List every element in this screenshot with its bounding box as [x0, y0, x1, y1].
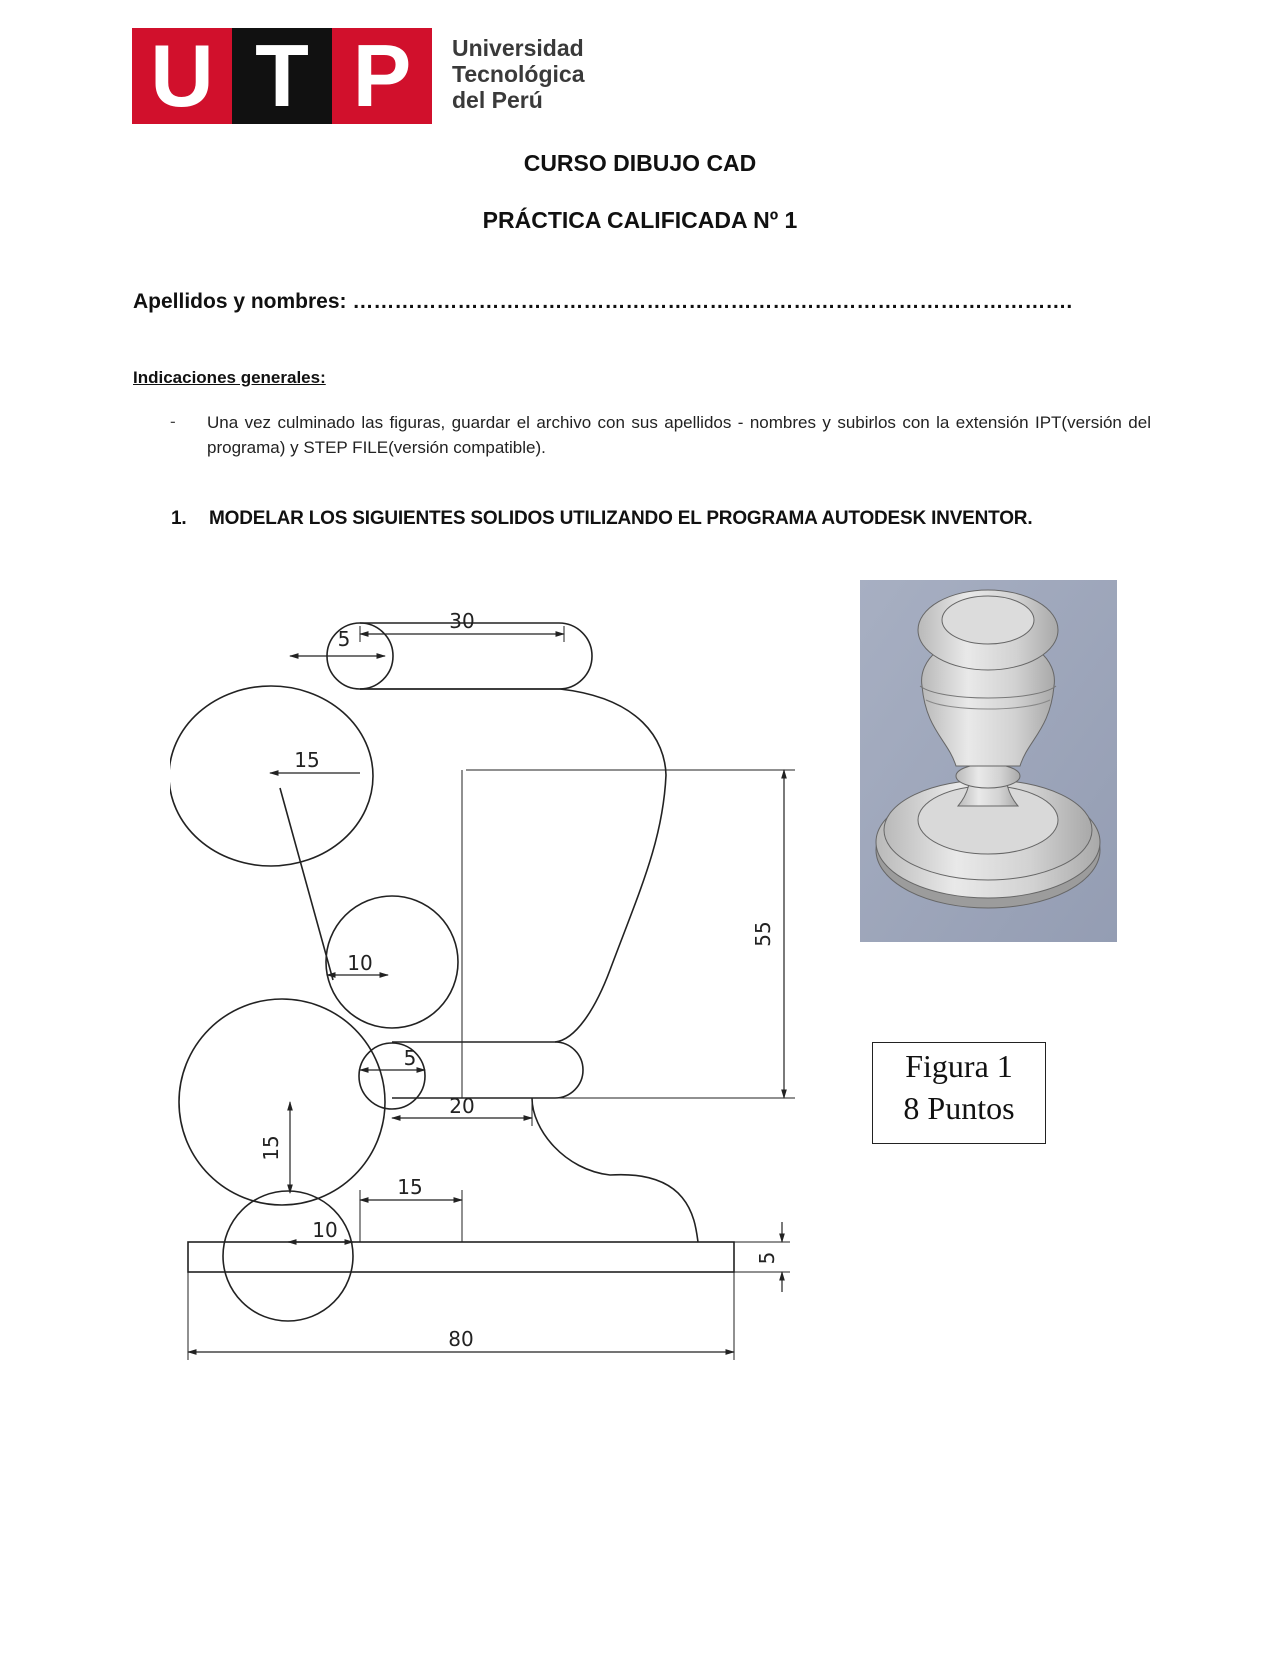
student-name-blank: …………………………………………………………………………………………. — [352, 290, 1073, 313]
circle-r10-body — [326, 896, 458, 1028]
task-number: 1. — [171, 508, 187, 529]
dim-label-5-base: 5 — [755, 1251, 779, 1265]
student-name-line — [133, 290, 1072, 314]
top-cap-outline — [360, 623, 592, 689]
student-name-colon: : — [339, 290, 347, 313]
logo-name-line-1: Universidad — [452, 35, 584, 61]
stem-profile — [532, 1098, 698, 1242]
dim-label-30: 30 — [449, 609, 475, 633]
model-render-image — [860, 580, 1117, 942]
body-left-taper — [280, 788, 333, 980]
circle-r10-base — [223, 1191, 353, 1321]
base-plate — [188, 1242, 734, 1272]
practice-title: PRÁCTICA CALIFICADA Nº 1 — [482, 207, 798, 233]
dim-label-15-horizontal: 15 — [397, 1175, 423, 1199]
logo-name-line-2: Tecnológica — [452, 61, 585, 87]
technical-drawing — [170, 570, 820, 1400]
dim-label-10-base: 10 — [312, 1218, 338, 1242]
dim-label-55: 55 — [751, 921, 775, 947]
course-title: CURSO DIBUJO CAD — [523, 150, 757, 176]
task-heading — [171, 508, 1032, 530]
dim-label-5-top: 5 — [337, 627, 351, 651]
figure-points: 8 Puntos — [903, 1090, 1015, 1126]
bullet-marker: - — [170, 412, 176, 431]
figure-label-box — [872, 1042, 1046, 1144]
instruction-item: Una vez culminado las figuras, guardar el archivo con sus apellidos - nombres y subirlos con la extensión IPT(versión del programa) y STEP FILE(versión compatible). — [207, 413, 1151, 457]
figure-label: Figura 1 — [905, 1048, 1013, 1084]
logo-letter-u: U — [150, 26, 214, 125]
logo-letter-t: T — [255, 26, 309, 125]
logo-letter-p: P — [352, 26, 412, 125]
instructions-heading: Indicaciones generales: — [133, 368, 326, 387]
circle-r15-body — [170, 686, 373, 866]
logo-name-line-3: del Perú — [452, 87, 543, 113]
dim-label-20: 20 — [449, 1094, 475, 1118]
logo-university-name — [452, 35, 585, 113]
dim-label-80: 80 — [448, 1327, 474, 1351]
body-profile — [360, 689, 666, 1042]
dim-label-10-body: 10 — [347, 951, 373, 975]
dim-label-15-stem: 15 — [259, 1135, 283, 1161]
student-name-label: Apellidos y nombres — [133, 290, 340, 313]
task-text: MODELAR LOS SIGUIENTES SOLIDOS UTILIZANDO EL PROGRAMA AUTODESK INVENTOR. — [209, 508, 1033, 529]
dim-label-5-collar: 5 — [403, 1046, 417, 1070]
circle-r15-stem — [179, 999, 385, 1205]
utp-logo — [132, 28, 592, 124]
dim-label-15-body: 15 — [294, 748, 320, 772]
